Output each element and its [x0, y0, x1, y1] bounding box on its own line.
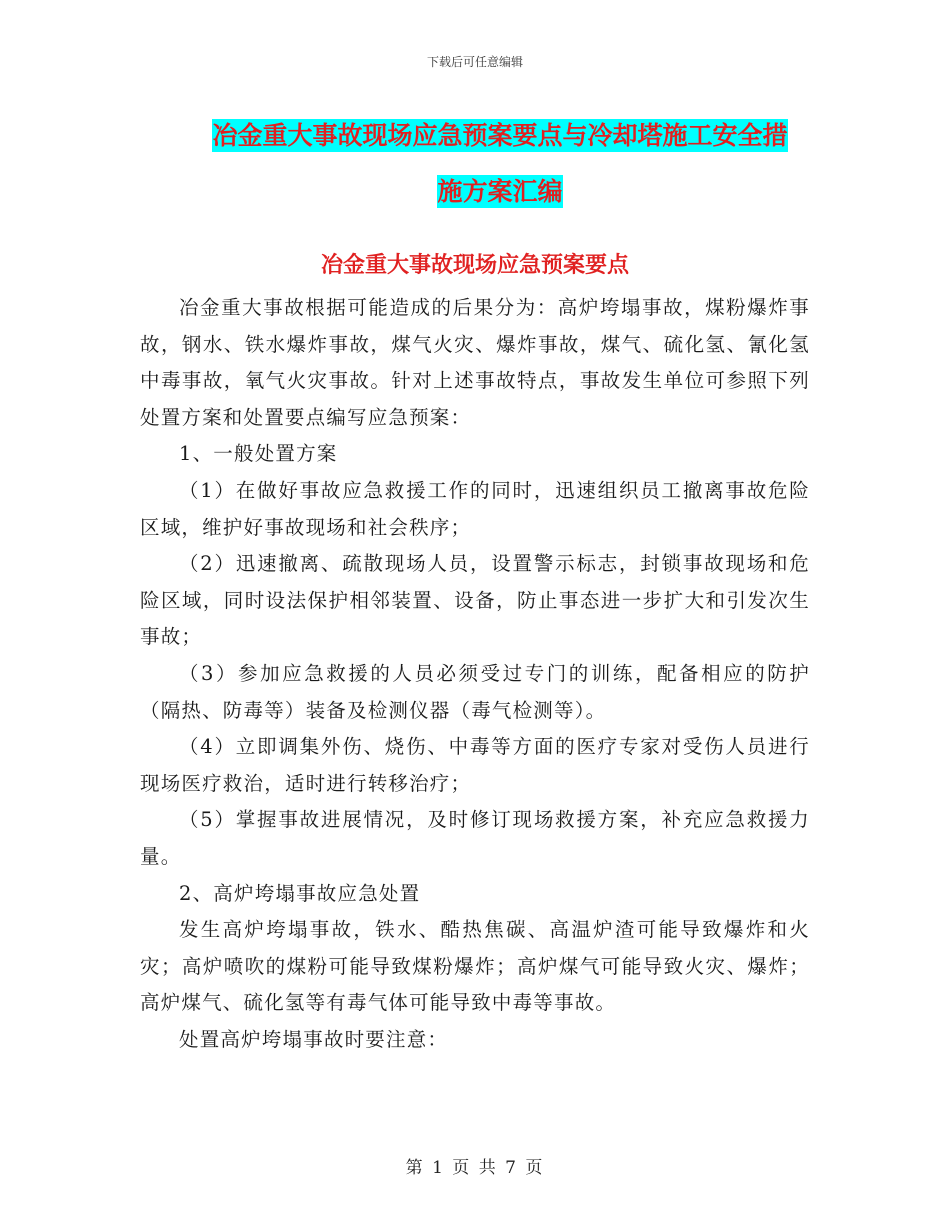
document-title-line-2: 施方案汇编	[437, 177, 563, 206]
paragraph-item-5: （5）掌握事故进展情况，及时修订现场救援方案，补充应急救援力量。	[140, 808, 810, 868]
paragraph-intro: 冶金重大事故根据可能造成的后果分为：高炉垮塌事故，煤粉爆炸事故，钢水、铁水爆炸事故，煤气火灾、爆炸事故，煤气、硫化氢、氰化氢中毒事故，氧气火灾事故。针对上述事故特点，事故发生单位可参照下列处置方案和处置要点编写应急预案：	[140, 296, 810, 429]
document-title	[190, 108, 810, 220]
body-text	[140, 290, 810, 1058]
paragraph-attention: 处置高炉垮塌事故时要注意：	[179, 1027, 449, 1051]
header-note: 下载后可任意编辑	[426, 55, 523, 69]
document-title-line-1: 冶金重大事故现场应急预案要点与冷却塔施工安全措	[212, 121, 788, 150]
paragraph-collapse-desc: 发生高炉垮塌事故，铁水、酷热焦碳、高温炉渣可能导致爆炸和火灾；高炉喷吹的煤粉可能导致煤粉爆炸；高炉煤气可能导致火灾、爆炸；高炉煤气、硫化氢等有毒气体可能导致中毒等事故。	[140, 918, 810, 1015]
paragraph-item-1: （1）在做好事故应急救援工作的同时，迅速组织员工撤离事故危险区域，维护好事故现场和社会秩序；	[140, 478, 810, 539]
paragraph-item-2: （2）迅速撤离、疏散现场人员，设置警示标志，封锁事故现场和危险区域，同时设法保护相邻装置、设备，防止事态进一步扩大和引发次生事故；	[140, 552, 810, 649]
section-title: 冶金重大事故现场应急预案要点	[320, 252, 629, 278]
paragraph-heading-2: 2、高炉垮塌事故应急处置	[179, 881, 421, 905]
paragraph-heading-1: 1、一般处置方案	[179, 442, 338, 466]
page-footer: 第 1 页 共 7 页	[405, 1158, 545, 1178]
paragraph-item-4: （4）立即调集外伤、烧伤、中毒等方面的医疗专家对受伤人员进行现场医疗救治，适时进行转移治疗；	[140, 735, 810, 795]
paragraph-item-3: （3）参加应急救援的人员必须受过专门的训练，配备相应的防护（隔热、防毒等）装备及检测仪器（毒气检测等）。	[140, 661, 810, 722]
